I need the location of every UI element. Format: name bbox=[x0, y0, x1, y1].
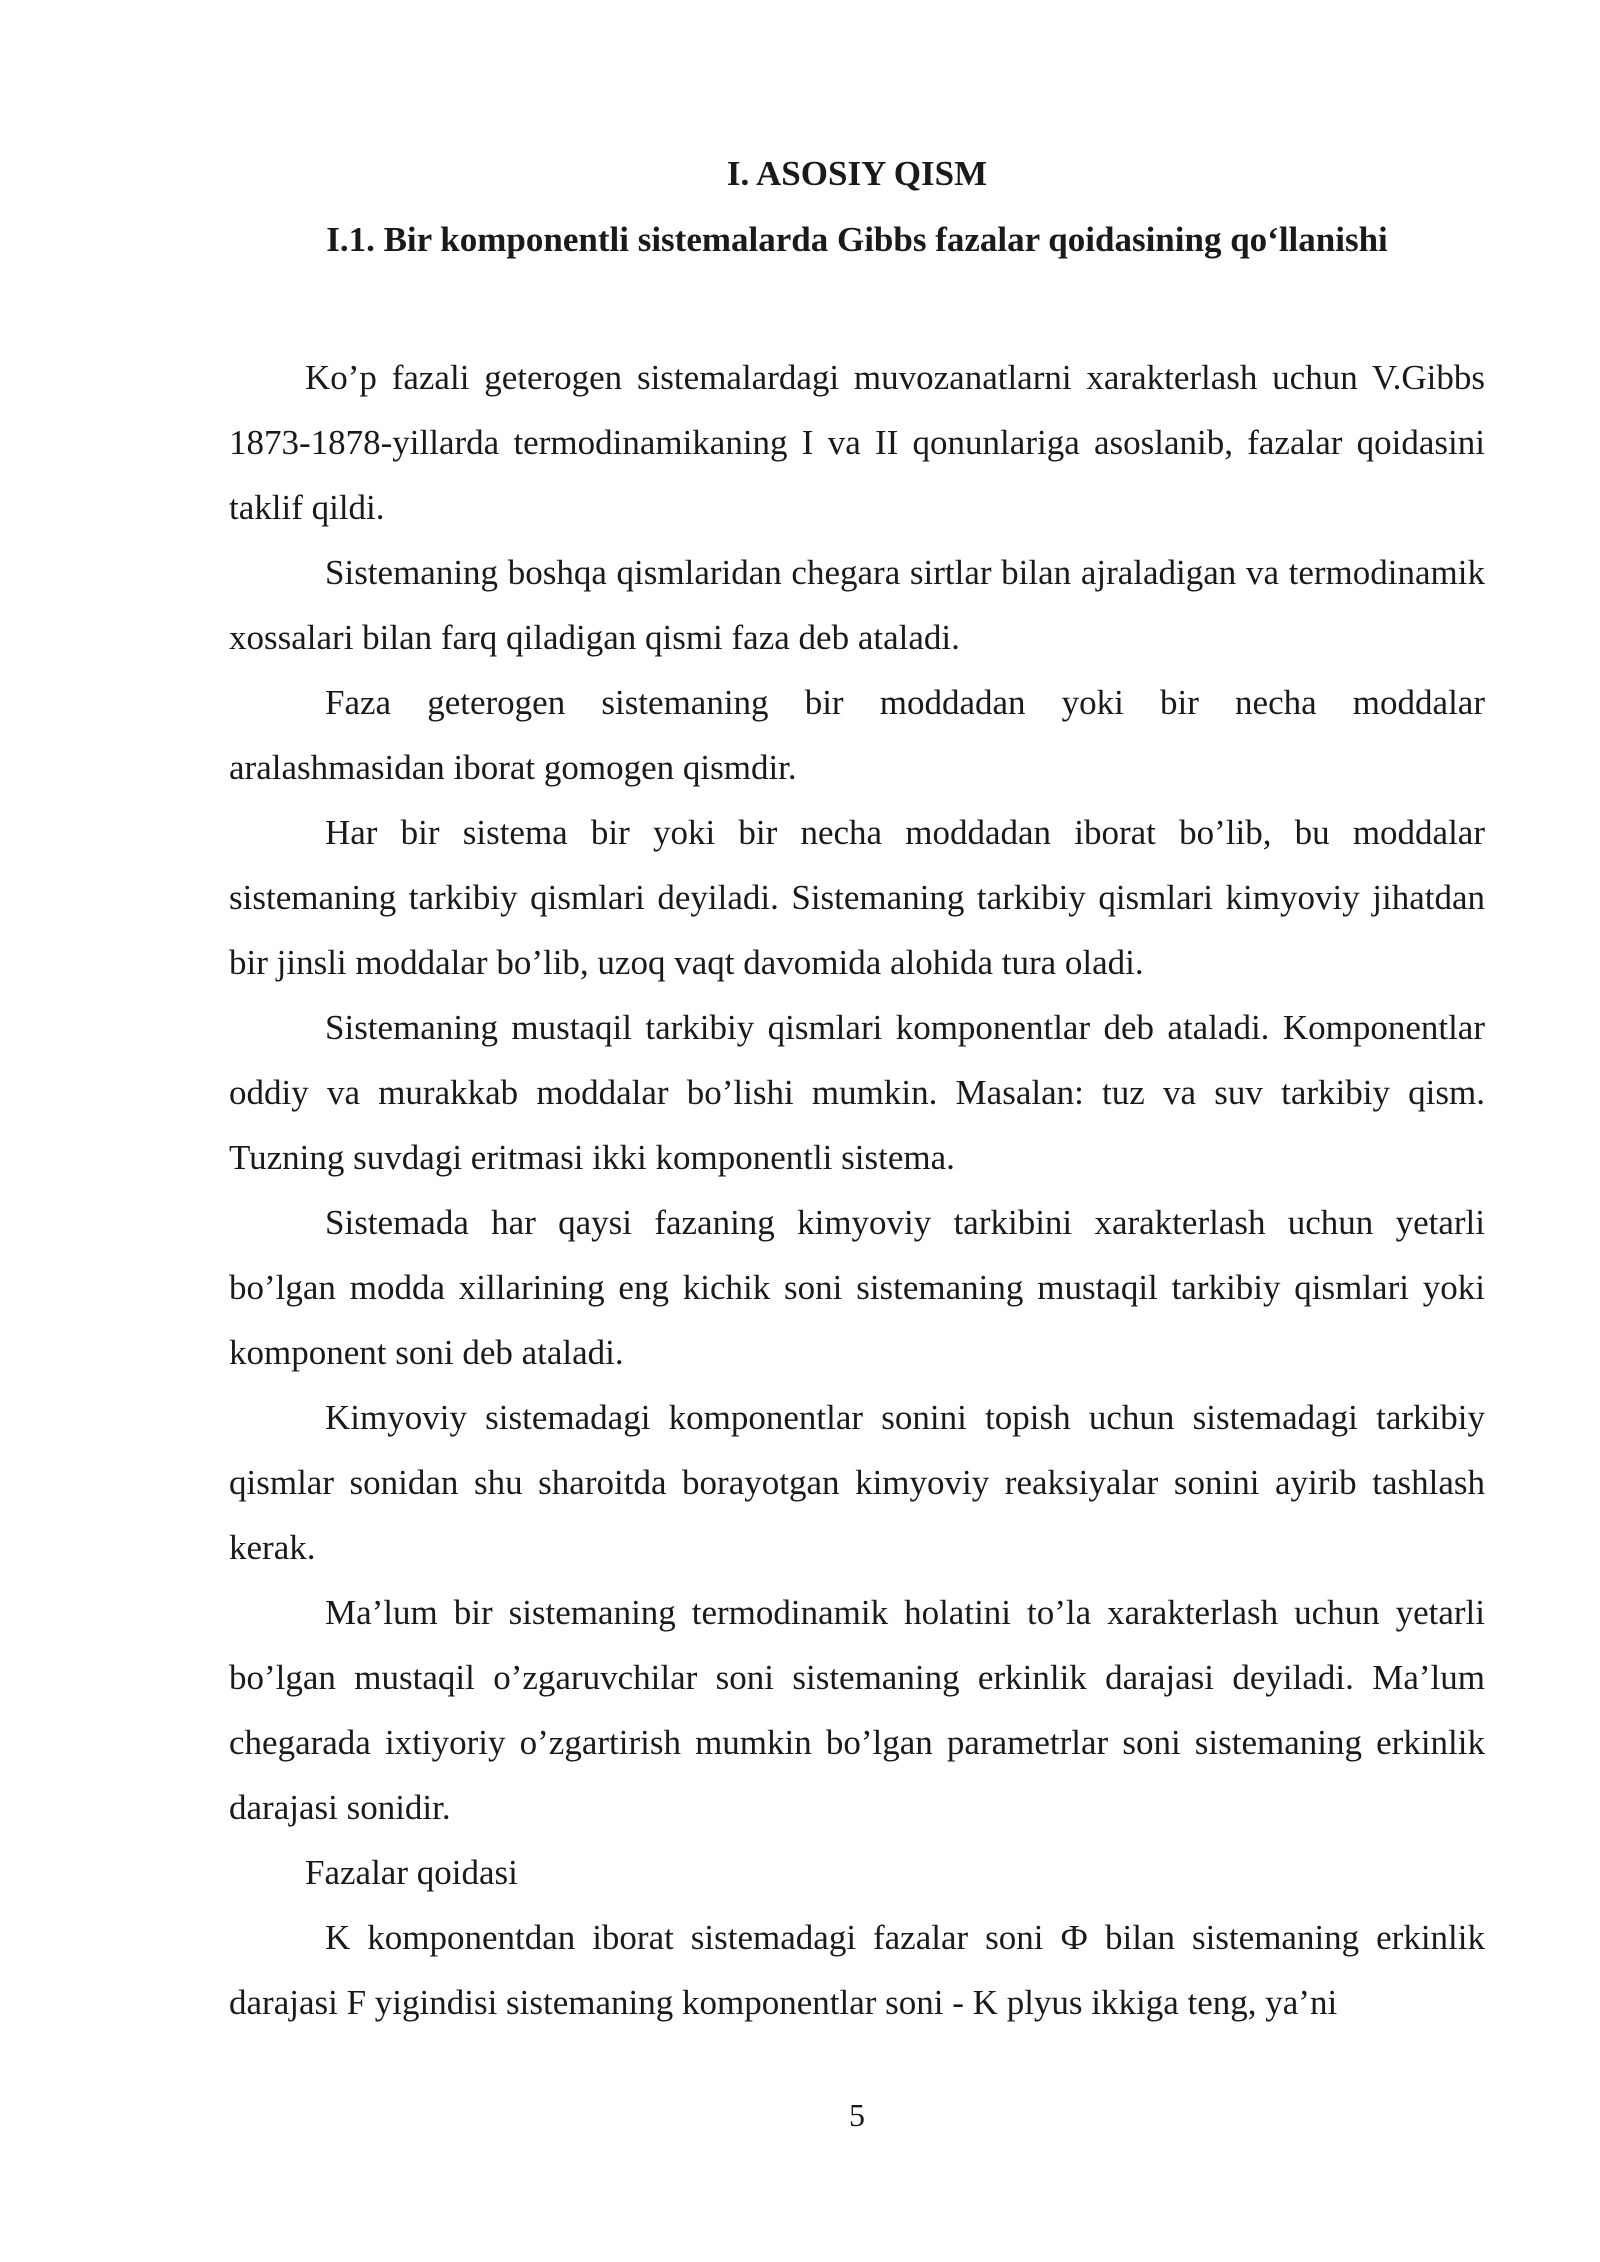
paragraph: Kimyoviy sistemadagi komponentlar sonini topish uchun sistemadagi tarkibiy qismlar sonidan shu sharoitda borayotgan kimyoviy reaksiyalar sonini ayirib tashlash kerak. bbox=[229, 1398, 1485, 1567]
section-title: I.1. Bir komponentli sistemalarda Gibbs fazalar qoidasining qo‘llanishi bbox=[326, 220, 1388, 259]
paragraph: Har bir sistema bir yoki bir necha moddadan iborat bo’lib, bu moddalar sistemaning tarkibiy qismlari deyiladi. Sistemaning tarkibiy qismlari kimyoviy jihatdan bir jinsli moddalar bo’lib, uzoq vaqt davomida alohida tura oladi. bbox=[229, 813, 1485, 982]
paragraph: Sistemaning boshqa qismlaridan chegara sirtlar bilan ajraladigan va termodinamik xossalari bilan farq qiladigan qismi faza deb ataladi. bbox=[229, 553, 1485, 657]
paragraph: Faza geterogen sistemaning bir moddadan yoki bir necha moddalar aralashmasidan iborat gomogen qismdir. bbox=[229, 683, 1485, 787]
paragraph: Sistemaning mustaqil tarkibiy qismlari komponentlar deb ataladi. Komponentlar oddiy va murakkab moddalar bo’lishi mumkin. Masalan: tuz va suv tarkibiy qism. Tuzning suvdagi eritmasi ikki komponentli sistema. bbox=[229, 1008, 1485, 1177]
page-number: 5 bbox=[849, 2097, 865, 2133]
body-text bbox=[229, 345, 1485, 2035]
paragraph: Sistemada har qaysi fazaning kimyoviy tarkibini xarakterlash uchun yetarli bo’lgan modda xillarining eng kichik soni sistemaning mustaqil tarkibiy qismlari yoki komponent soni deb ataladi. bbox=[229, 1203, 1485, 1372]
paragraph: K komponentdan iborat sistemadagi fazalar soni Ф bilan sistemaning erkinlik darajasi F yigindisi sistemaning komponentlar soni - K plyus ikkiga teng, ya’ni bbox=[229, 1918, 1485, 2022]
page-title: I. ASOSIY QISM bbox=[726, 154, 988, 193]
paragraph-subtitle: Fazalar qoidasi bbox=[305, 1853, 518, 1892]
paragraph: Ma’lum bir sistemaning termodinamik holatini to’la xarakterlash uchun yetarli bo’lgan mustaqil o’zgaruvchilar soni sistemaning erkinlik darajasi deyiladi. Ma’lum chegarada ixtiyoriy o’zgartirish mumkin bo’lgan parametrlar soni sistemaning erkinlik darajasi sonidir. bbox=[229, 1593, 1485, 1827]
paragraph: Ko’p fazali geterogen sistemalardagi muvozanatlarni xarakterlash uchun V.Gibbs 1873-1878-yillarda termodinamikaning I va II qonunlariga asoslanib, fazalar qoidasini taklif qildi. bbox=[229, 358, 1485, 527]
